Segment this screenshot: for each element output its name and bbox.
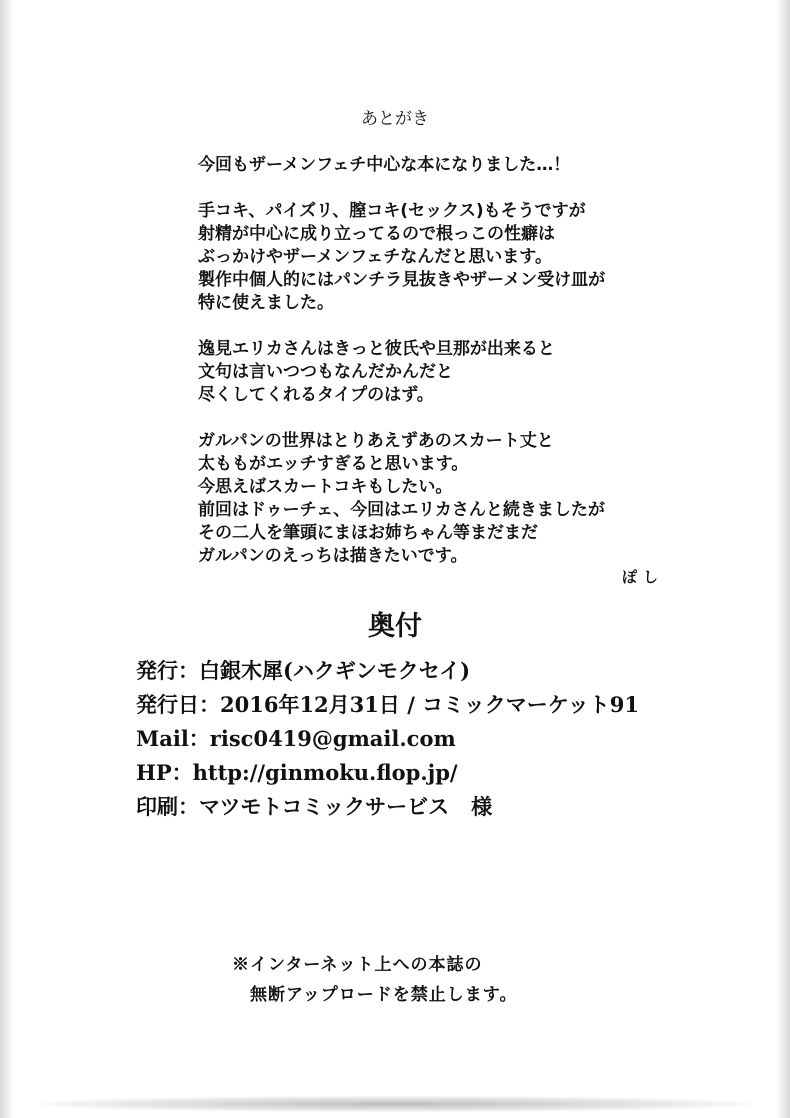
afterword-paragraph (198, 200, 668, 315)
afterword-line: 手コキ、パイズリ、膣コキ(セックス)もそうですが (198, 201, 586, 221)
colophon-date: 発行日：2016年12月31日 / コミックマーケット91 (136, 692, 639, 717)
page-edge-right (776, 0, 790, 1118)
page-edge-left (0, 0, 14, 1118)
afterword-line: 前回はドゥーチェ、今回はエリカさんと続きましたが (198, 500, 605, 520)
colophon-printer-name: 印刷：マツモトコミックサービス (136, 794, 450, 819)
author-signature: ぽし (622, 568, 665, 586)
page-shadow-bottom (40, 1096, 750, 1112)
afterword-paragraph (198, 430, 668, 568)
upload-notice-line-2: 無断アップロードを禁止します。 (250, 985, 518, 1005)
afterword-line: その二人を筆頭にまほお姉ちゃん等まだまだ (198, 523, 538, 543)
afterword-line: 今思えばスカートコキもしたい。 (198, 477, 453, 497)
afterword-line: 逸見エリカさんはきっと彼氏や旦那が出来ると (198, 339, 555, 359)
afterword-line: 文句は言いつつもなんだかんだと (198, 362, 453, 382)
afterword-line: 射精が中心に成り立ってるので根っこの性癖は (198, 224, 555, 244)
afterword-line: ガルパンの世界はとりあえずあのスカート丈と (198, 431, 554, 451)
upload-notice (232, 950, 517, 1010)
colophon-printer-honorific: 様 (471, 794, 493, 819)
upload-notice-line-1: ※インターネット上への本誌の (232, 955, 483, 975)
afterword-line: 製作中個人的にはパンチラ見抜きやザーメン受け皿が (198, 270, 606, 290)
afterword-paragraph (198, 338, 668, 407)
colophon-title: 奥付 (368, 611, 422, 642)
colophon-homepage: HP：http://ginmoku.flop.jp/ (136, 760, 458, 785)
afterword-title: あとがき (361, 109, 429, 129)
colophon-printer (136, 790, 756, 824)
afterword-line: 太ももがエッチすぎると思います。 (198, 454, 469, 474)
afterword-line: ぶっかけやザーメンフェチなんだと思います。 (198, 247, 552, 267)
afterword-line: ガルパンのえっちは描きたいです。 (198, 546, 468, 566)
colophon-publisher: 発行：白銀木犀(ハクギンモクセイ) (136, 658, 471, 683)
colophon-mail: Mail：risc0419@gmail.com (136, 726, 456, 751)
colophon (136, 654, 756, 824)
afterword-line: 今回もザーメンフェチ中心な本になりました…！ (198, 155, 571, 175)
afterword-body (198, 154, 668, 568)
afterword-line: 尽くしてくれるタイプのはず。 (198, 385, 434, 405)
afterword-paragraph (198, 154, 668, 177)
afterword-line: 特に使えました。 (198, 293, 334, 313)
